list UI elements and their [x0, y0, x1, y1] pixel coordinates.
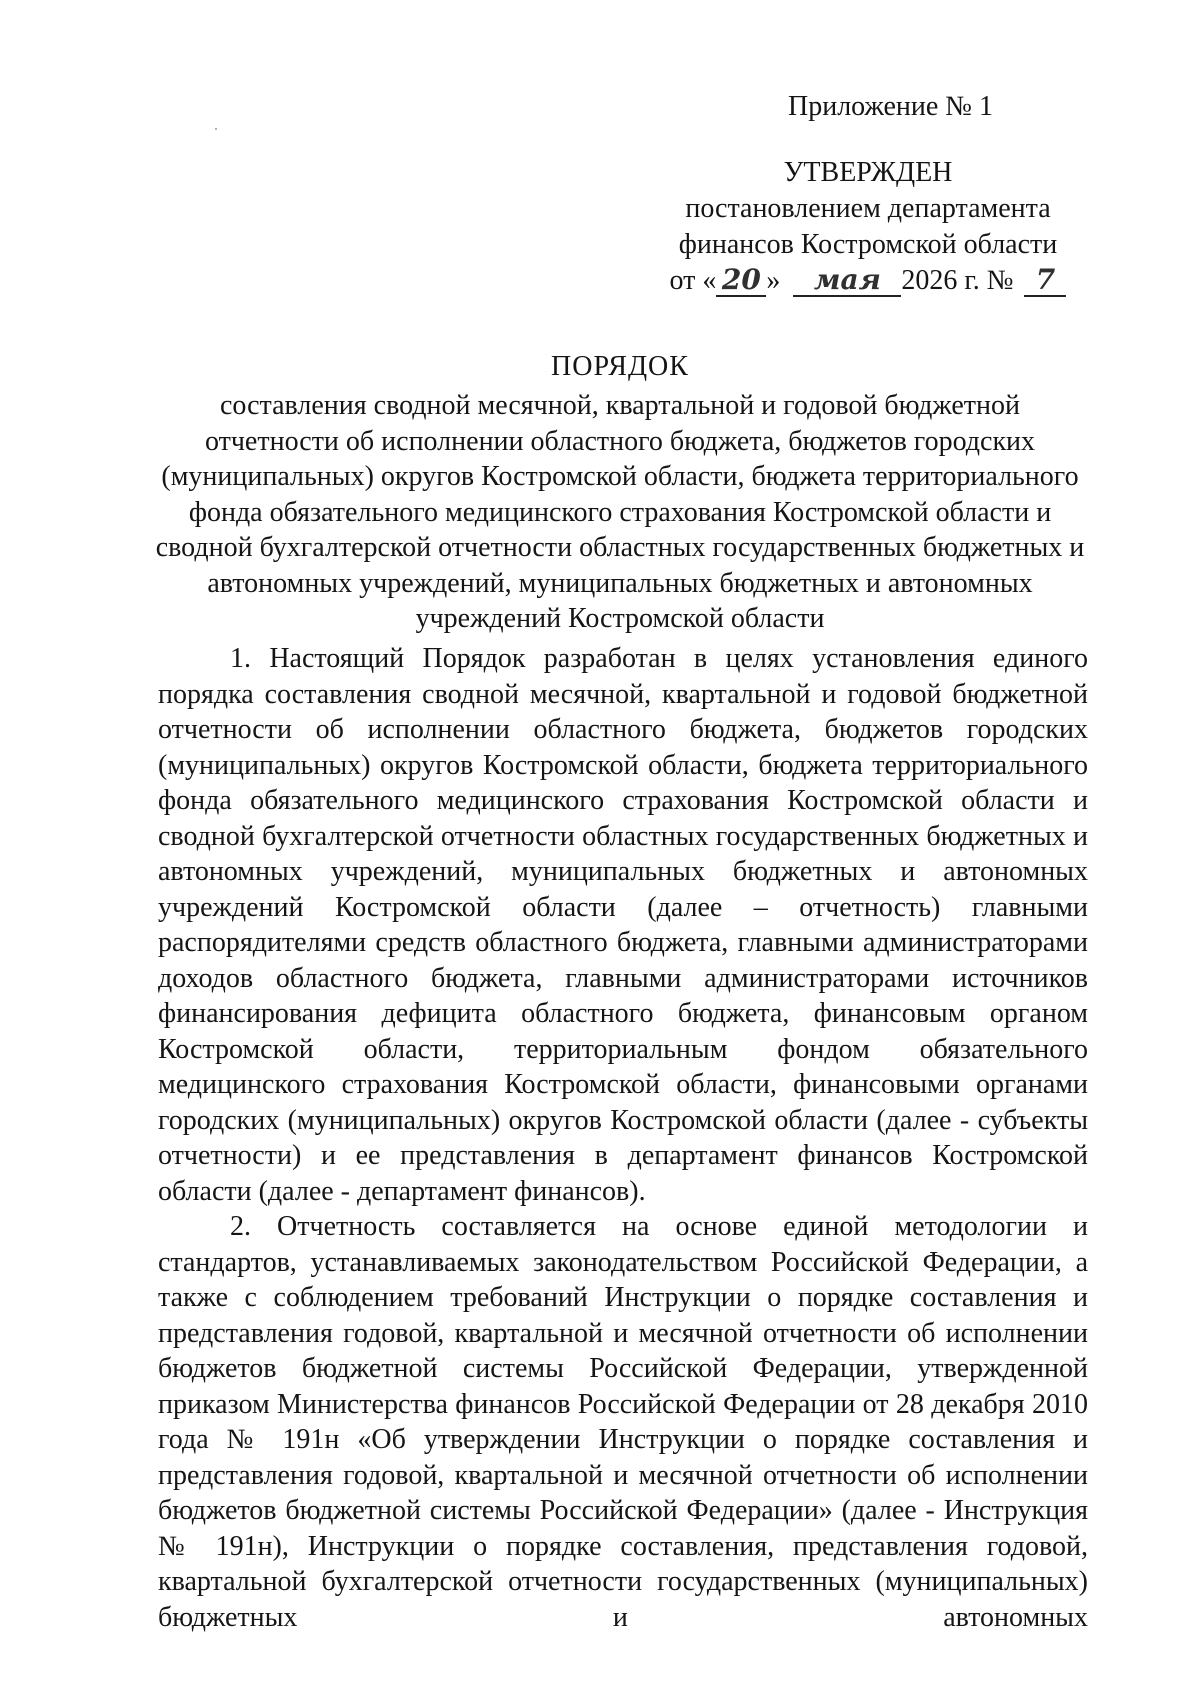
approval-block [648, 155, 1088, 299]
document-title: ПОРЯДОК [551, 351, 689, 382]
approval-title: УТВЕРЖДЕН [783, 157, 953, 188]
approval-line-1: постановлением департамента [685, 193, 1051, 224]
date-prefix: от « [669, 265, 717, 296]
approval-line-2: финансов Костромской области [678, 229, 1058, 260]
year-text: 2026 г. № [901, 265, 1014, 296]
approval-date-line [648, 263, 1088, 299]
scan-speck [215, 128, 217, 130]
day-suffix: » [766, 265, 781, 296]
handwritten-number: 7 [1024, 265, 1066, 297]
handwritten-month: мая [793, 265, 901, 297]
paragraph-1: 1. Настоящий Порядок разработан в целях установления единого порядка составления сводной месячной, квартальной и годовой бюджетной отчетности об исполнении областного бюджета, бюджетов городских (муниципальных) округов Костромской области, бюджета территориального фонда обязательного медицинского страхования Костромской области и сводной бухгалтерской отчетности областных государственных бюджетных и автономных учреждений, муниципальных бюджетных и автономных учреждений Костромской области (далее – отчетность) главными распорядителями средств областного бюджета, главными администраторами доходов областного бюджета, главными администраторами источников финансирования дефицита областного бюджета, финансовым органом Костромской области, территориальным фондом обязательного медицинского страхования Костромской области, финансовыми органами городских (муниципальных) округов Костромской области (далее - субъекты отчетности) и ее представления в департамент финансов Костромской области (далее - департамент финансов). [158, 643, 1088, 1207]
appendix-label: Приложение № 1 [788, 91, 993, 122]
document-subtitle: составления сводной месячной, квартальной и годовой бюджетной отчетности об исполнении областного бюджета, бюджетов городских (муниципальных) округов Костромской области, бюджета территориального фонда обязательного медицинского страхования Костромской области и сводной бухгалтерской отчетности областных государственных бюджетных и автономных учреждений, муниципальных бюджетных и автономных учреждений Костромской области [155, 390, 1085, 634]
paragraph-2: 2. Отчетность составляется на основе единой методологии и стандартов, устанавливаемых законодательством Российской Федерации, а также с соблюдением требований Инструкции о порядке составления и представления годовой, квартальной и месячной отчетности об исполнении бюджетов бюджетной системы Российской Федерации, утвержденной приказом Министерства финансов Российской Федерации от 28 декабря 2010 года № 191н «Об утверждении Инструкции о порядке составления и представления годовой, квартальной и месячной отчетности об исполнении бюджетов бюджетной системы Российской Федерации» (далее - Инструкция № 191н), Инструкции о порядке составления, представления годовой, квартальной бухгалтерской отчетности государственных (муниципальных) бюджетных и автономных [158, 1211, 1088, 1633]
document-body [158, 641, 1088, 1635]
handwritten-day: 20 [716, 265, 766, 297]
